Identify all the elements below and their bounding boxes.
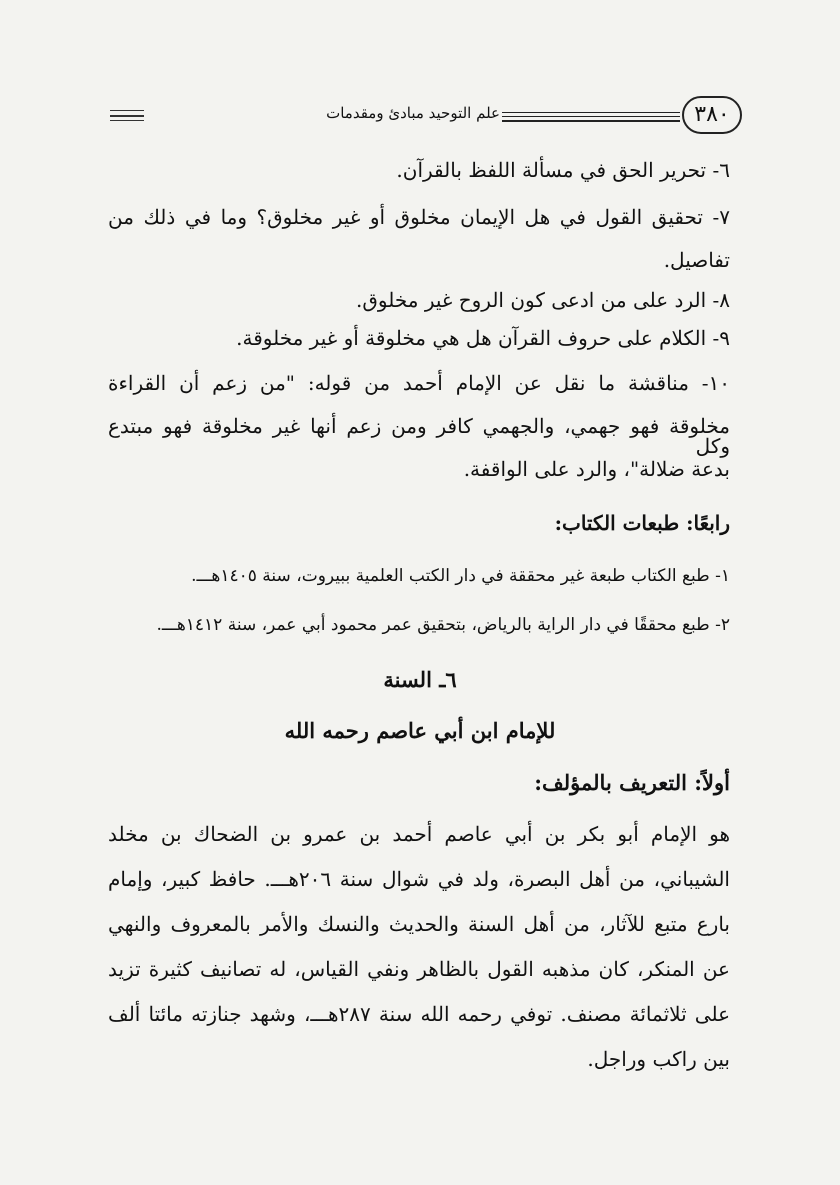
paragraph-line: على ثلاثمائة مصنف. توفي رحمه الله سنة ٢٨٧هـــ، وشهد جنازته مائتا ألف [108, 1002, 731, 1026]
list-item-continuation: مخلوقة فهو جهمي، والجهمي كافر ومن زعم أنها غير مخلوقة فهو مبتدع وكل [108, 414, 730, 458]
running-header-title: علم التوحيد مبادئ ومقدمات [326, 104, 500, 122]
header-rule [502, 112, 680, 113]
paragraph-line: الشيباني، من أهل البصرة، ولد في شوال سنة ٢٠٦هـــ. حافظ كبير، وإمام [108, 867, 730, 891]
page-number: ٣٨٠ [682, 96, 742, 134]
paragraph-line: عن المنكر، كان مذهبه القول بالظاهر ونفي القياس، له تصانيف كثيرة تزيد [108, 957, 730, 981]
list-item: ٩- الكلام على حروف القرآن هل هي مخلوقة أو غير مخلوقة. [236, 326, 730, 350]
header-rule [502, 116, 680, 117]
book-author: للإمام ابن أبي عاصم رحمه الله [284, 718, 556, 743]
edition-item: ١- طبع الكتاب طبعة غير محققة في دار الكتب العلمية ببيروت، سنة ١٤٠٥هـــ. [191, 566, 730, 586]
list-item: ٧- تحقيق القول في هل الإيمان مخلوق أو غير مخلوق؟ وما في ذلك من [108, 205, 730, 229]
edition-item: ٢- طبع محققًا في دار الراية بالرياض، بتحقيق عمر محمود أبي عمر، سنة ١٤١٢هـــ. [156, 615, 730, 635]
list-item: ٦- تحرير الحق في مسألة اللفظ بالقرآن. [396, 158, 730, 182]
header-ornament [110, 110, 144, 111]
list-item-continuation: تفاصيل. [663, 248, 730, 272]
list-item: ٨- الرد على من ادعى كون الروح غير مخلوق. [356, 288, 730, 312]
paragraph-line: بارع متبع للآثار، من أهل السنة والحديث والنسك والأمر بالمعروف والنهي [108, 912, 730, 936]
paragraph-line: هو الإمام أبو بكر بن أبي عاصم أحمد بن عمرو بن الضحاك بن مخلد [108, 822, 730, 846]
list-item: ١٠- مناقشة ما نقل عن الإمام أحمد من قوله: "من زعم أن القراءة [108, 371, 730, 395]
section-heading-author: أولاً: التعريف بالمؤلف: [534, 770, 730, 795]
header-ornament [110, 115, 144, 117]
paragraph-line: بين راكب وراجل. [587, 1047, 730, 1071]
list-item-continuation: بدعة ضلالة"، والرد على الواقفة. [463, 457, 730, 481]
header-ornament [110, 120, 144, 121]
header-rule [502, 120, 680, 122]
section-heading-editions: رابعًا: طبعات الكتاب: [554, 511, 730, 535]
book-title: ٦ـ السنة [383, 667, 457, 692]
